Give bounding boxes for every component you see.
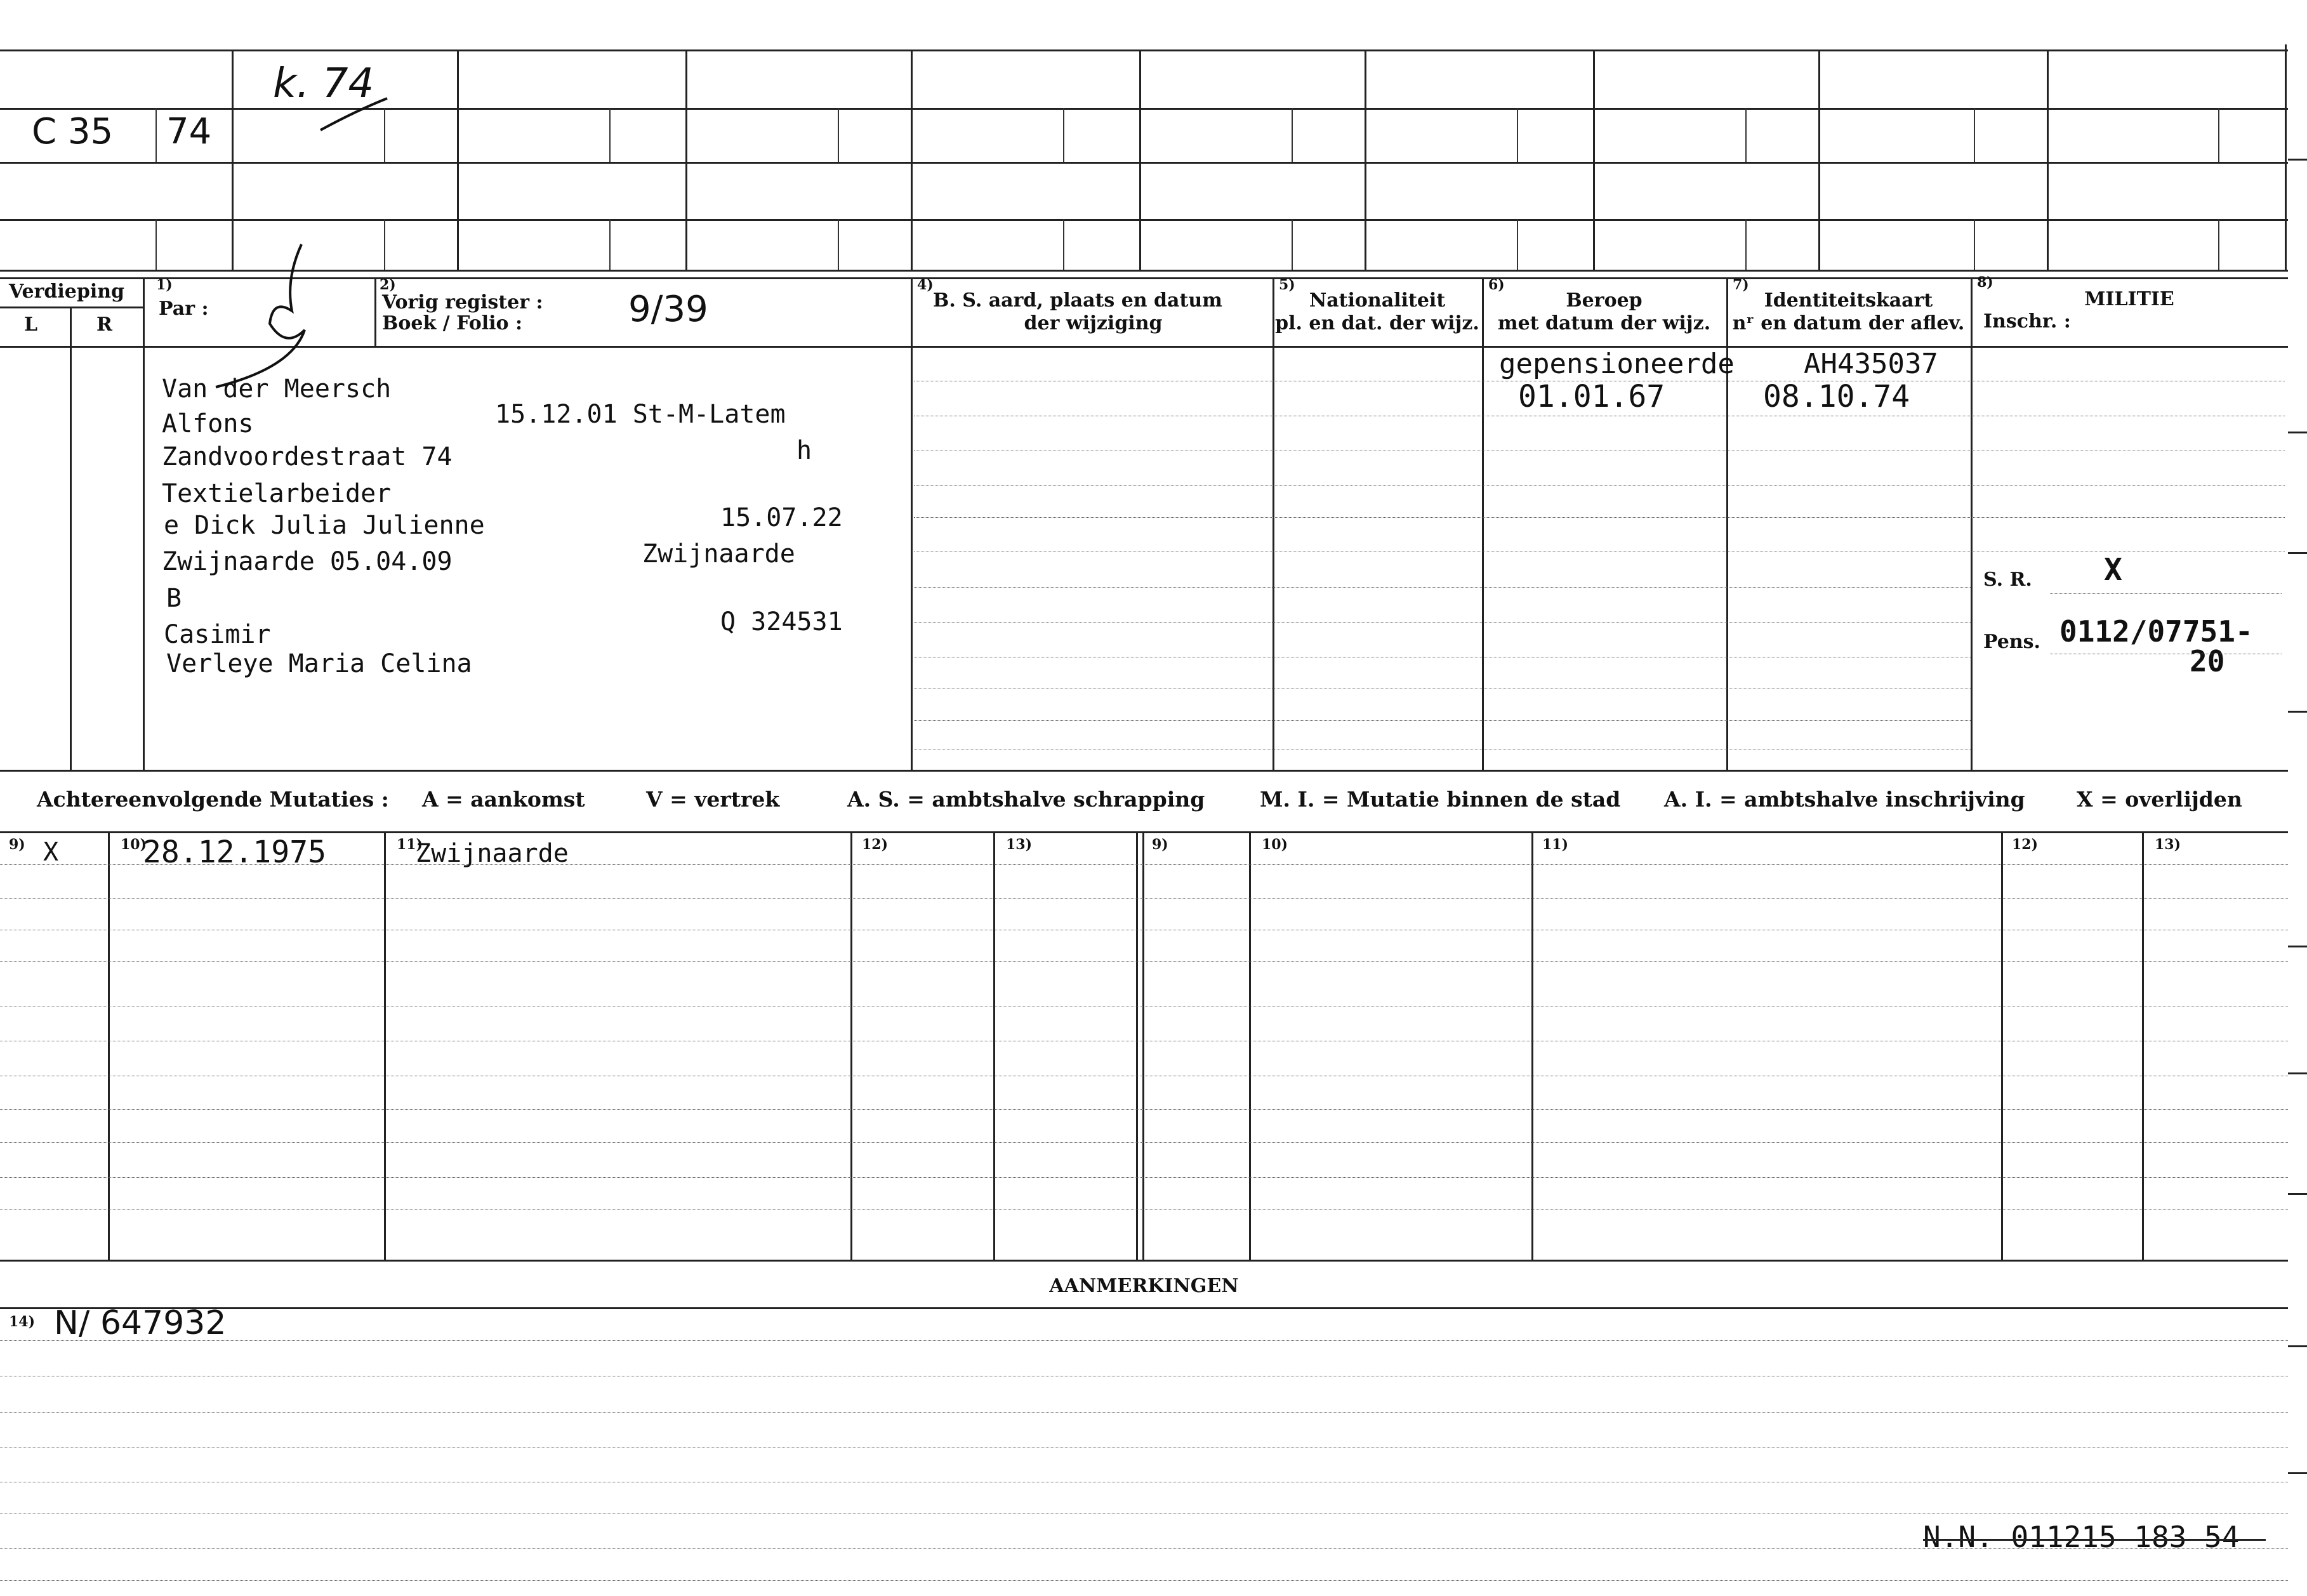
pens-value-2: 20 [2190, 644, 2225, 678]
mut-col10-number: 10) [121, 836, 147, 853]
mutatie-type: X [43, 838, 59, 867]
aanmerkingen-number: 14) [9, 1314, 36, 1330]
person-line-5: e Dick Julia Julienne [164, 511, 485, 540]
legend-inschrijving: A. I. = ambtshalve inschrijving [1664, 787, 2025, 812]
verdieping-label: Verdieping [9, 280, 125, 303]
body-bottom-line [0, 770, 2288, 772]
boek-folio-label: Boek / Folio : [382, 312, 523, 334]
mut-col12b-number: 12) [2012, 836, 2039, 853]
legend-vertrek: V = vertrek [646, 787, 780, 812]
person-line-7: B [166, 584, 182, 613]
person-line-9: Verleye Maria Celina [166, 649, 472, 678]
mutatie-date: 28.12.1975 [143, 834, 326, 870]
person-spouse-date: 15.07.22 [720, 503, 843, 532]
col5-number: 5) [1279, 277, 1295, 293]
pens-label: Pens. [1983, 631, 2040, 653]
top-number: 74 [166, 111, 212, 152]
person-spouse-place: Zwijnaarde [642, 539, 795, 569]
mut-col12-number: 12) [862, 836, 889, 853]
mut-col13-number: 13) [1006, 836, 1033, 853]
person-line-8: Casimir [164, 620, 271, 649]
identiteitskaart-sub-label: nʳ en datum der aflev. [1732, 312, 1965, 334]
person-h: h [797, 436, 812, 465]
legend-overlijden: X = overlijden [2077, 787, 2242, 812]
beroep-sub-label: met datum der wijz. [1497, 312, 1711, 334]
beroep-value: gepensioneerde [1499, 348, 1735, 380]
mut-col11b-number: 11) [1542, 836, 1569, 853]
vorig-register-value: 9/39 [628, 289, 708, 330]
beroep-label: Beroep [1566, 289, 1643, 312]
col1-number: 1) [156, 277, 173, 293]
legend-mutatie: M. I. = Mutatie binnen de stad [1260, 787, 1621, 812]
col4-number: 4) [917, 277, 934, 293]
ref-underline-mark [317, 95, 393, 133]
col6-number: 6) [1488, 277, 1505, 293]
par-scribble-mark [197, 241, 324, 393]
bs-wijziging-label: der wijziging [1024, 312, 1163, 334]
legend-aankomst: A = aankomst [422, 787, 585, 812]
aanmerkingen-value: N/ 647932 [54, 1304, 227, 1342]
mut-col13b-number: 13) [2155, 836, 2181, 853]
beroep-date: 01.01.67 [1518, 379, 1665, 414]
nn-strikethrough [1923, 1539, 2266, 1541]
pens-value-1: 0112/07751- [2059, 614, 2253, 649]
person-birth: 15.12.01 St-M-Latem [495, 400, 786, 429]
identiteit-value: AH435037 [1804, 348, 1938, 380]
col7-number: 7) [1733, 277, 1749, 293]
legend-schrapping: A. S. = ambtshalve schrapping [847, 787, 1205, 812]
person-line-3: Zandvoordestraat 74 [162, 442, 453, 472]
verdieping-r-label: R [96, 313, 112, 336]
person-code: Q 324531 [720, 607, 843, 636]
vorig-register-label: Vorig register : [382, 291, 543, 313]
identiteit-date: 08.10.74 [1763, 379, 1910, 414]
mut-col9b-number: 9) [1152, 836, 1168, 853]
mut-col9-number: 9) [9, 836, 25, 853]
militie-label: MILITIE [2084, 288, 2174, 310]
identiteitskaart-label: Identiteitskaart [1764, 289, 1933, 312]
par-label: Par : [159, 298, 209, 320]
nn-number: N.N. 011215 183 54 [1923, 1520, 2240, 1554]
verdieping-l-label: L [24, 313, 38, 336]
nationaliteit-sub-label: pl. en dat. der wijz. [1275, 312, 1479, 334]
inschr-label: Inschr. : [1983, 310, 2071, 333]
person-line-1: Van der Meersch [162, 374, 392, 404]
legend-title: Achtereenvolgende Mutaties : [37, 787, 389, 812]
nationaliteit-label: Nationaliteit [1309, 289, 1446, 312]
top-code: C 35 [32, 111, 114, 152]
bs-aard-label: B. S. aard, plaats en datum [933, 289, 1222, 312]
handwritten-ref: k. 74 [273, 60, 374, 107]
aanmerkingen-title: AANMERKINGEN [1049, 1275, 1239, 1297]
mutatie-place: Zwijnaarde [416, 839, 569, 868]
sr-label: S. R. [1983, 569, 2032, 591]
person-line-4: Textielarbeider [162, 479, 392, 508]
sr-value: X [2104, 552, 2122, 588]
col8-number: 8) [1977, 274, 1993, 291]
col2-number: 2) [380, 277, 396, 293]
person-line-2: Alfons [162, 409, 254, 439]
person-line-6: Zwijnaarde 05.04.09 [162, 547, 453, 576]
mut-col10b-number: 10) [1262, 836, 1288, 853]
mut-col11-number: 11) [397, 836, 423, 853]
